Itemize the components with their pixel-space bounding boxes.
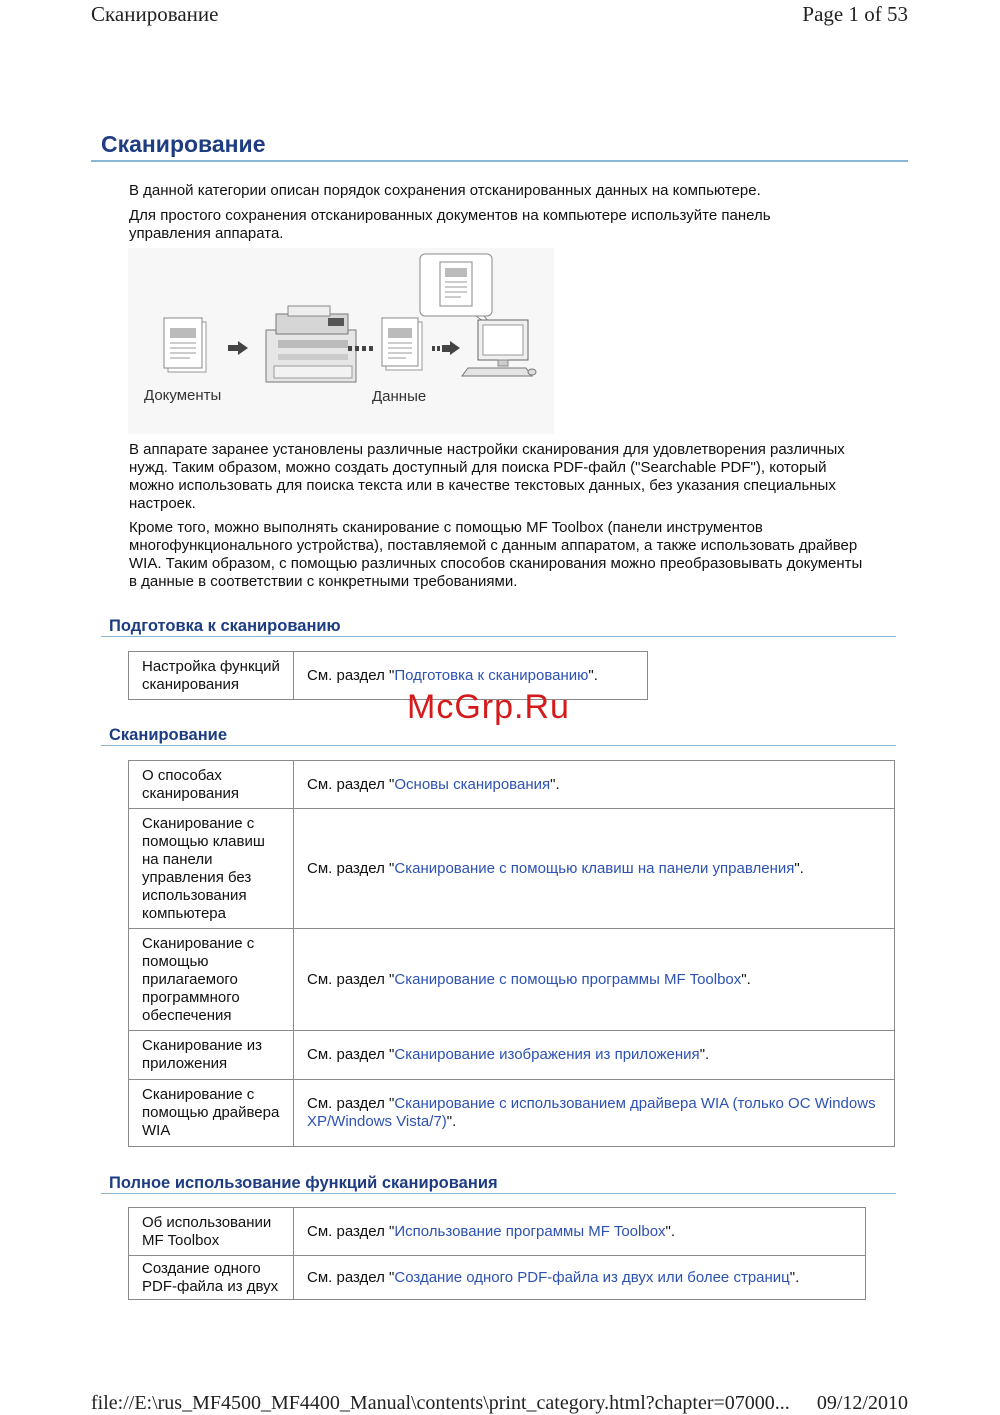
- row-label: Сканирование с помощью клавиш на панели управления без использования компьютера: [129, 809, 294, 929]
- section-divider: [101, 745, 896, 746]
- section-divider: [101, 1193, 896, 1194]
- arrow-right-icon: [432, 341, 460, 355]
- body-paragraph-1: В аппарате заранее установлены различные настройки сканирования для удовлетворения различных нужд. Таким образом, можно создать доступный для поиска PDF-файл ("Searchable PDF"), который можно использовать для поиска текста или в качестве текстовых данных, без указания специальных настроек.: [129, 441, 845, 512]
- callout-document-icon: [420, 254, 496, 330]
- table-row: [129, 929, 895, 1031]
- page-title: Сканирование: [101, 131, 266, 157]
- arrow-right-icon: [228, 341, 248, 355]
- printer-icon: [266, 306, 356, 382]
- row-reference: См. раздел "Создание одного PDF-файла из двух или более страниц".: [294, 1256, 866, 1300]
- title-divider: [91, 160, 908, 162]
- link-preparation[interactable]: Подготовка к сканированию: [394, 666, 589, 684]
- link-scanning-basics[interactable]: Основы сканирования: [394, 775, 551, 793]
- watermark: McGrp.Ru: [407, 688, 570, 726]
- print-header-page: Page 1 of 53: [802, 2, 908, 26]
- computer-icon: [462, 320, 536, 376]
- section-title-full-use: Полное использование функций сканирования: [109, 1174, 498, 1192]
- dotted-arrow-icon: [348, 346, 373, 351]
- row-reference: См. раздел "Подготовка к сканированию".: [294, 652, 648, 700]
- link-wia-driver[interactable]: Сканирование с использованием драйвера WIA (только ОС Windows XP/Windows Vista/7): [307, 1095, 876, 1130]
- body-paragraph-2: Кроме того, можно выполнять сканирование с помощью MF Toolbox (панели инструментов многофункционального устройства), поставляемой с данным аппаратом, а также использовать драйвер WIA. Таким образом, с помощью различных способов сканирования можно преобразовывать документы в данные в соответствии с конкретными требованиями.: [129, 519, 863, 590]
- row-label: Настройка функций сканирования: [129, 652, 294, 700]
- row-label: Создание одного PDF-файла из двух: [129, 1256, 294, 1300]
- print-footer-date: 09/12/2010: [816, 1392, 908, 1414]
- table-row: [129, 1031, 895, 1080]
- row-reference: См. раздел "Сканирование с помощью программы MF Toolbox".: [294, 929, 895, 1031]
- document-icon: [164, 318, 206, 372]
- print-header-title: Сканирование: [91, 2, 219, 26]
- scan-diagram-illustration: [128, 248, 554, 434]
- section-title-scanning: Сканирование: [109, 726, 228, 744]
- link-using-mf-toolbox[interactable]: Использование программы MF Toolbox: [394, 1222, 666, 1240]
- diagram-label-documents: Документы: [144, 387, 222, 404]
- link-from-application[interactable]: Сканирование изображения из приложения: [394, 1046, 700, 1063]
- scan-diagram: [128, 248, 554, 434]
- print-footer-path: file://E:\rus_MF4500_MF4400_Manual\contents\print_category.html?chapter=07000...: [91, 1392, 790, 1414]
- row-label: О способах сканирования: [129, 761, 294, 809]
- row-label: Об использовании MF Toolbox: [129, 1208, 294, 1256]
- link-mf-toolbox-scan[interactable]: Сканирование с помощью программы MF Toolbox: [394, 970, 742, 988]
- link-single-pdf[interactable]: Создание одного PDF-файла из двух или более страниц: [394, 1268, 790, 1286]
- table-row: [129, 1208, 866, 1256]
- scanning-table: [128, 760, 895, 1147]
- data-document-icon: [382, 318, 422, 370]
- link-panel-keys[interactable]: Сканирование с помощью клавиш на панели управления: [394, 859, 795, 877]
- full-use-table: [128, 1207, 866, 1300]
- row-reference: См. раздел "Сканирование с использованием драйвера WIA (только ОС Windows XP/Windows Vista/7)".: [294, 1080, 895, 1147]
- row-reference: См. раздел "Сканирование изображения из приложения".: [294, 1031, 895, 1080]
- preparation-table: [128, 651, 648, 700]
- diagram-label-data: Данные: [372, 388, 427, 405]
- row-reference: См. раздел "Использование программы MF Toolbox".: [294, 1208, 866, 1256]
- table-row: [129, 1256, 866, 1300]
- table-row: [129, 761, 895, 809]
- intro-paragraph-1: В данной категории описан порядок сохранения отсканированных данных на компьютере.: [129, 182, 761, 199]
- row-reference: См. раздел "Основы сканирования".: [294, 761, 895, 809]
- section-title-preparation: Подготовка к сканированию: [109, 617, 341, 635]
- row-label: Сканирование с помощью прилагаемого программного обеспечения: [129, 929, 294, 1031]
- row-reference: См. раздел "Сканирование с помощью клавиш на панели управления".: [294, 809, 895, 929]
- row-label: Сканирование с помощью драйвера WIA: [129, 1080, 294, 1147]
- table-row: [129, 1080, 895, 1147]
- intro-paragraph-2: Для простого сохранения отсканированных документов на компьютере используйте панель управления аппарата.: [129, 207, 771, 242]
- row-label: Сканирование из приложения: [129, 1031, 294, 1080]
- table-row: [129, 809, 895, 929]
- section-divider: [101, 636, 896, 637]
